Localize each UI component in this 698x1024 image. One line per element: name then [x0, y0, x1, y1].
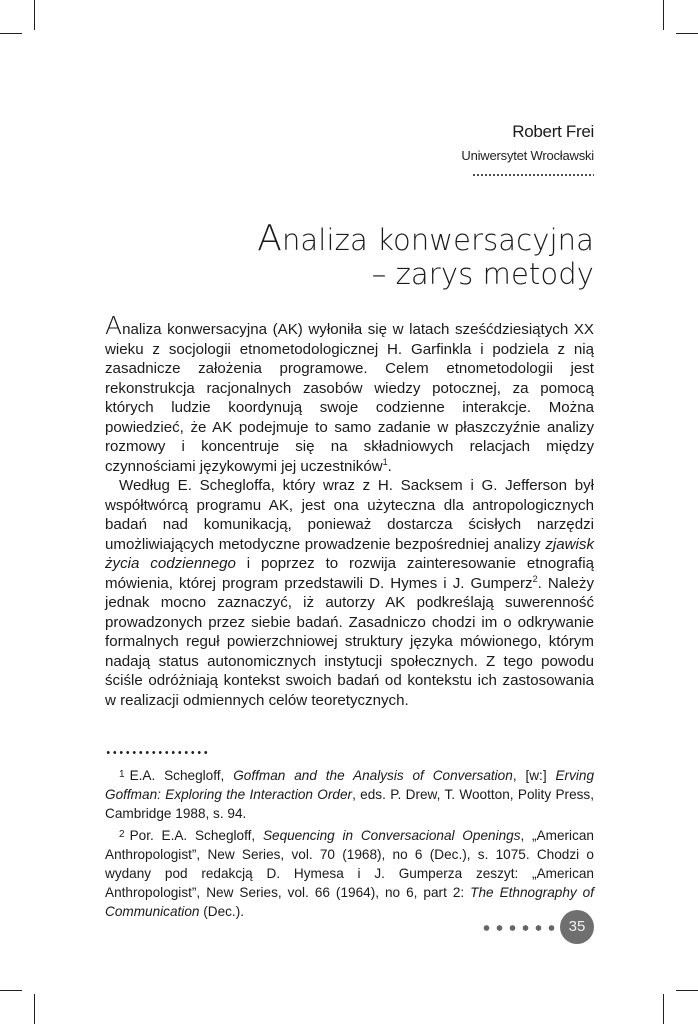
- footnote-1-text: E.A. Schegloff,: [129, 768, 234, 783]
- crop-mark-bottom-left-horizontal: [0, 990, 22, 991]
- title-line-2: – zarys metody: [371, 257, 594, 291]
- author-block: [461, 122, 594, 163]
- footnote-1: [105, 765, 594, 823]
- footnote-1-number: 1: [119, 769, 125, 780]
- paragraph-1: [105, 311, 594, 476]
- title-line-1: [257, 218, 594, 259]
- paragraph-1-end: .: [387, 457, 392, 475]
- footnote-1-mid: , [w:]: [512, 768, 556, 783]
- footnote-2-text: Por. E.A. Schegloff,: [129, 828, 263, 843]
- footnote-2-title: Sequencing in Conversacional Openings: [262, 828, 521, 843]
- footnote-separator: [105, 750, 209, 755]
- paragraph-1-text: naliza konwersacyjna (AK) wyłoniła się w latach sześćdziesiątych XX wieku z socjologii etnometodologicznej H. Garfinkla i podziela z nią zasadnicze założenia programowe. Celem etnometodologii jest rekonstrukcja racjonalnych zasobów wiedzy potocznej, za pomocą których ludzie koordynują swoje codzienne interakcje. Można powiedzieć, że AK podejmuje to samo zadanie w płaszczyźnie analizy rozmowy i koncentruje się na składniowych relacjach między czynnościami językowymi jej uczestników: [105, 321, 594, 475]
- footnote-2-issue-title: The Ethnography of Communication: [105, 885, 594, 919]
- page-number-dots: [480, 924, 558, 932]
- paragraph-2-part-2: i poprzez to rozwija zainteresowanie etnografią mówienia, której program przedstawili D. Hymes i J. Gumperz: [105, 555, 594, 592]
- crop-mark-top-right-vertical: [663, 0, 664, 30]
- author-name: Robert Frei: [512, 122, 594, 141]
- paragraph-2-italic: zjawisk życia codziennego: [105, 535, 594, 572]
- footnote-ref-2[interactable]: 2: [532, 573, 538, 584]
- paragraph-2-part-1: Według E. Schegloffa, który wraz z H. Sacksem i G. Jefferson był współtwórcą programu AK, jest ona użyteczna dla antropologicznych badań nad komunikacją, ponieważ dostarcza ścisłych narzędzi umożliwiających metodyczne prowadzenie bezpośredniej analizy: [105, 477, 594, 553]
- title-line-1-rest: naliza konwersacyjna: [281, 223, 594, 257]
- title-initial: A: [257, 218, 282, 259]
- crop-mark-bottom-left-vertical: [34, 994, 35, 1024]
- footnote-2: [105, 825, 594, 921]
- article-title: [257, 218, 594, 291]
- crop-mark-bottom-right-vertical: [663, 994, 664, 1024]
- paragraph-2: [105, 476, 594, 710]
- page-number: 35: [560, 910, 594, 944]
- paragraph-dropcap: A: [105, 311, 123, 340]
- paragraph-2-part-3: . Należy jednak mocno zaznaczyć, iż autorzy AK podkreślają suwerenność prowadzonych przez siebie badań. Zasadniczo chodzi im o odkrywanie formalnych reguł powierzchniowej struktury języka mówionego, którym nadają status autonomicznych instytucji społecznych. Z tego powodu ściśle odróżniają kontekst swoich badań od kontekstu ich zastosowania w realizacji odmiennych celów teoretycznych.: [105, 574, 594, 709]
- footnote-1-title: Goffman and the Analysis of Conversation: [233, 768, 513, 783]
- footnote-1-book-title: Erving Goffman: Exploring the Interaction Order: [105, 768, 595, 802]
- footnote-2-end: (Dec.).: [199, 904, 245, 919]
- footnote-2-mid: , „American Anthropologist”, New Series, vol. 70 (1968), no 6 (Dec.), s. 1075. Chodzi o wydany pod redakcją D. Hymesa i J. Gumperza zeszyt: „American Anthropologist”, New Series, vol. 66 (1964), no 6, part 2:: [105, 828, 594, 900]
- footnote-1-end: , eds. P. Drew, T. Wootton, Polity Press, Cambridge 1988, s. 94.: [105, 787, 594, 821]
- article-body: [105, 311, 594, 710]
- crop-mark-top-right-horizontal: [676, 33, 698, 34]
- author-dotted-rule: [472, 173, 594, 177]
- crop-mark-top-left-horizontal: [0, 33, 22, 34]
- author-affiliation: Uniwersytet Wrocławski: [461, 148, 594, 163]
- footnote-ref-1[interactable]: 1: [382, 456, 388, 467]
- crop-mark-top-left-vertical: [34, 0, 35, 30]
- footnotes: [105, 765, 594, 923]
- crop-mark-bottom-right-horizontal: [676, 990, 698, 991]
- footnote-2-number: 2: [119, 829, 125, 840]
